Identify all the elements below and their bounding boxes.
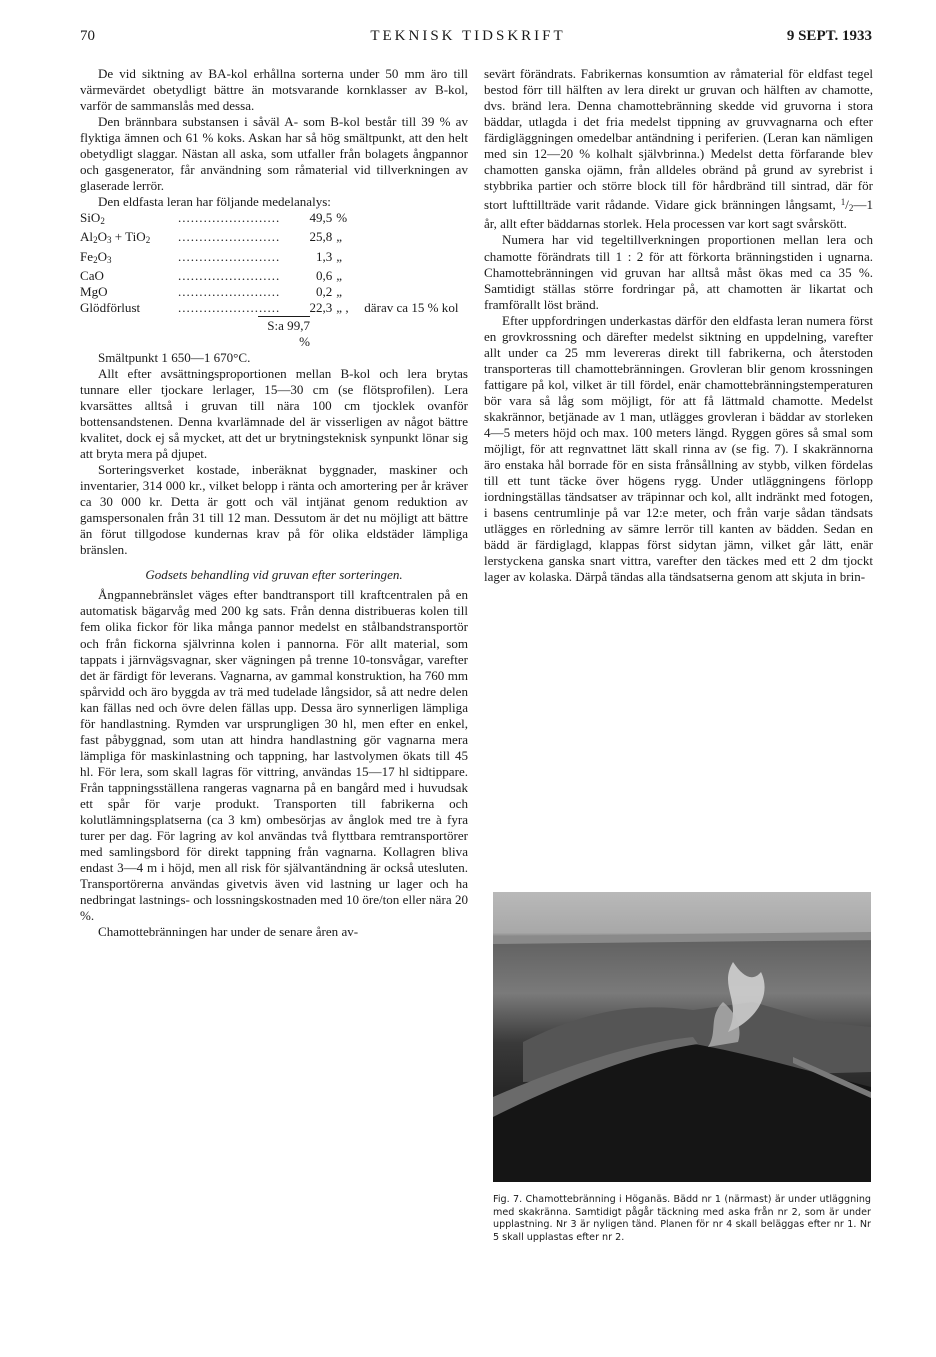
analysis-row [80, 210, 458, 229]
component-value: 22,3 [309, 299, 333, 315]
component-note: därav ca 15 % kol [364, 299, 459, 315]
analysis-row [80, 229, 458, 248]
paragraph: De vid siktning av BA-kol erhållna sorterna under 50 mm äro till värmevärdet obetydligt bättre än motsvarande kornklasser av B-kol, varför de sammanslås med dessa. [80, 66, 468, 114]
component-name: CaO [80, 267, 104, 283]
issue-date: 9 SEPT. 1933 [786, 28, 872, 44]
paragraph: Efter uppfordringen underkastas därför den eldfasta leran numera först en grovkrossning och därefter medelst siktning en uppdelning, varefter allt under ca 25 mm levereras direkt till fabrikerna, och återstoden transporteras till chamottebränningen. Grovleran blir genom krossningen fattigare på kol, vilket är till fördel, enär chamottebränningstemperaturen bör vara så låg som möjligt, för att få lättmald chamotte. Medelst skakrännor, betjänade av 1 man, utlägges grovleran i bäddar av storleken 4—5 meters höjd och max. 100 meters längd. Ryggen göres så smal som möjligt, för att regnvattnet lätt skall rinna av (se fig. 7). I skakrännorna äro enstaka hål borrade för en sista frånsållning av stybb, vilken fördelas till ett tunt täcke över högens rygg. Under utläggningens förlopp iordningställas tändsatser av träpinnar och kol, allt indränkt med fotogen, i basens centrumlinje på var 12:e meter, och från varje sådan tändsats utlägges en rörledning av sämre lerrör till kanten av bädden. Sedan en bädd är färdiglagd, klappas först sidytan jämn, vilket går lätt, enär lerstyckena ganska snart vittra, varefter den täckes med ett 2 dm tjockt lager av kolaska. Därpå tändas alla tändsatserna genom att skjuta in brin- [484, 312, 873, 585]
component-unit: „ , [336, 299, 349, 315]
component-name: Glödförlust [80, 299, 141, 315]
paragraph: Den eldfasta leran har följande medelanalys: [98, 194, 331, 210]
component-unit: % [336, 210, 348, 226]
paragraph: Chamottebränningen har under de senare åren av- [98, 924, 359, 940]
component-note [352, 284, 458, 300]
analysis-row [80, 249, 458, 268]
figure-caption: Fig. 7. Chamottebränning i Höganäs. Bädd nr 1 (närmast) är under utläggning med skakränna. Samtidigt pågår täckning med aska från nr 2, som är under upplastning. Nr 3 är nyligen tänd. Planen för nr 4 skall beläggas efter nr 1. Nr 5 skall upplastas efter nr 2. [493, 1194, 871, 1243]
page-number: 70 [80, 28, 95, 44]
analysis-row [80, 300, 458, 316]
paragraph: Ångpannebränslet väges efter bandtransport till kraftcentralen på en automatisk bägarvåg med 200 kg sats. Från denna distribueras kolen till fem olika fickor för lika många pannor medelst en stålbandstransportör och från fickorna självrinna kolen i pannorna. För allt material, som tappats i järnvägsvagnar, sker vägningen på trenne 10-tonsvågar, varefter det är färdigt för leverans. Vagnarna, av gammal konstruktion, ha 760 mm spårvidd och äro byggda av trä med tudelade långsidor, så att nedre delen kan fällas ned och övre delen fällas upp. Dessa äro synnerligen lämpliga för handlastning. Rymden var ursprungligen 30 hl, men efter en enkel, fast påbyggnad, som utan att hindra handlastning gör vagnarna mera lämpliga för maskinlastning och tappning, har lastvolymen ökats till 45 hl. För lera, som skall lagras för vittring, användas 15—17 hl sidtippare. Från tappningsställena rangeras vagnarna på en bangård med i huvudsak ett spår för varje produkt. Transporten till fabrikerna och kolutlämningsplatserna (ca 3 km) ombesörjas av ånglok med tre à fyra turer per dag. För lagring av kol användas två flyttbara remtransportörer med samlingsbord för direkt tappning från vagnarna. Kollagren bliva endast 3—4 m i höjd, men all risk för självantändning är också utesluten. Transportörerna användas givetvis även vid lastning ur lager och ha nedbringat lastnings- och lossningskostnaden med 10 öre/ton eller nära 20 %. [80, 587, 468, 924]
analysis-row [80, 268, 458, 284]
figure-7-photo [493, 892, 871, 1182]
component-name: MgO [80, 283, 108, 299]
left-column [80, 66, 468, 940]
component-value: 1,3 [315, 248, 333, 264]
component-name: $Fe_2O_3$ [80, 248, 112, 265]
leader-dots: ........................ [178, 299, 281, 315]
component-note [352, 229, 458, 248]
component-note [352, 249, 458, 268]
leader-dots: ........................ [178, 210, 281, 226]
clay-analysis-table [80, 210, 458, 315]
leader-dots: ........................ [178, 229, 281, 245]
paragraph: Sorteringsverket kostade, inberäknat byggnader, maskiner och inventarier, 314 000 kr., vilket belopp i ränta och amortering per år kräver ca 30 000 kr. Detta är gott och väl intjänat genom reduktion av gamspersonalen från 31 till 12 man. Dessutom är det nu möjligt att bättre än förut tillgodose kundernas krav på för olika eldstäder lämpliga bränslen. [80, 462, 468, 558]
journal-title: TEKNISK TIDSKRIFT [370, 28, 566, 44]
leader-dots: ........................ [178, 283, 281, 299]
paragraph: Allt efter avsättningsproportionen mellan B-kol och lera brytas tunnare eller tjockare lerlager, 15—30 cm (se flötsprofilen). Lera kvarsättes alltså i gruvan till nära 100 cm tjocklek ovanför bottensandstenen. Denna kvarlämnade del är visserligen av något bättre kvalitet, dock ej så mycket, att det ur brytningsteknisk synpunkt lönar sig att bryta mera på djupet. [80, 365, 468, 461]
horizon-band [493, 932, 871, 944]
component-value: 0,6 [315, 267, 333, 283]
component-note [352, 210, 458, 229]
leader-dots: ........................ [178, 248, 281, 264]
section-subheading: Godsets behandling vid gruvan efter sorteringen. [145, 567, 403, 583]
component-value: 0,2 [315, 283, 333, 299]
component-unit: „ [336, 283, 343, 299]
component-name: $Al_2O_3 + TiO_2$ [80, 229, 151, 246]
leader-dots: ........................ [178, 267, 281, 283]
paragraph: sevärt förändrats. Fabrikernas konsumtion av råmaterial för eldfast tegel bestod förr till hälften av lera direkt ur gruvan och hälften av chamotte, dvs. bränd lera. Denna chamottebränning skedde vid gruvorna i stora bäddar, utlagda i det fria medelst tippning av gruvvagnarna och efter färdigläggningen omedelbar antändning i periferien. (Leran kan nämligen med sin 12—20 % kolhalt självbrinna.) Medelst detta förfarande blev chamotten ganska ojämn, från alldeles obränd på grund av syrebrist i stybbrika partier och större block till för hårdbränd till sintrad, där för stort lufttillträde varit rådande. Vidare gick bränningen långsamt, $^1/_2—1$ år, allt efter bäddarnas storlek. Hela processen var kort sagt svårskött. [484, 66, 873, 232]
analysis-row [80, 284, 458, 300]
paragraph: Den brännbara substansen i såväl A- som B-kol består till 39 % av flyktiga ämnen och 61 % koks. Askan har så hög smältpunkt, att den helt obetydligt slaggar. Nästan all aska, som utfaller från bolagets ångpannor och gasgenerator, får användning som råmaterial vid tillverkningen av glaserade lerrör. [80, 114, 468, 194]
component-value: 49,5 [309, 210, 333, 226]
component-name: SiO$_2$ [80, 210, 105, 227]
component-unit: „ [336, 229, 343, 245]
chamotte-beds-illustration [493, 892, 871, 1182]
analysis-sum: S:a 99,7 % [258, 316, 310, 350]
component-unit: „ [336, 267, 343, 283]
running-header [0, 28, 936, 52]
component-unit: „ [336, 248, 343, 264]
component-value: 25,8 [309, 229, 333, 245]
right-column [484, 66, 873, 586]
paragraph: Numera har vid tegeltillverkningen proportionen mellan lera och chamotte förändrats till 1 : 2 för att förkorta bränningstiden i ugnarna. Chamottebränningen vid gruvan har alltså måst ökas med ca 35 %. Samtidigt ställas större fordringar på, att chamotten är likartat och framförallt löst bränd. [484, 232, 873, 312]
component-note [352, 268, 458, 284]
paragraph: Smältpunkt 1 650—1 670°C. [98, 349, 251, 365]
